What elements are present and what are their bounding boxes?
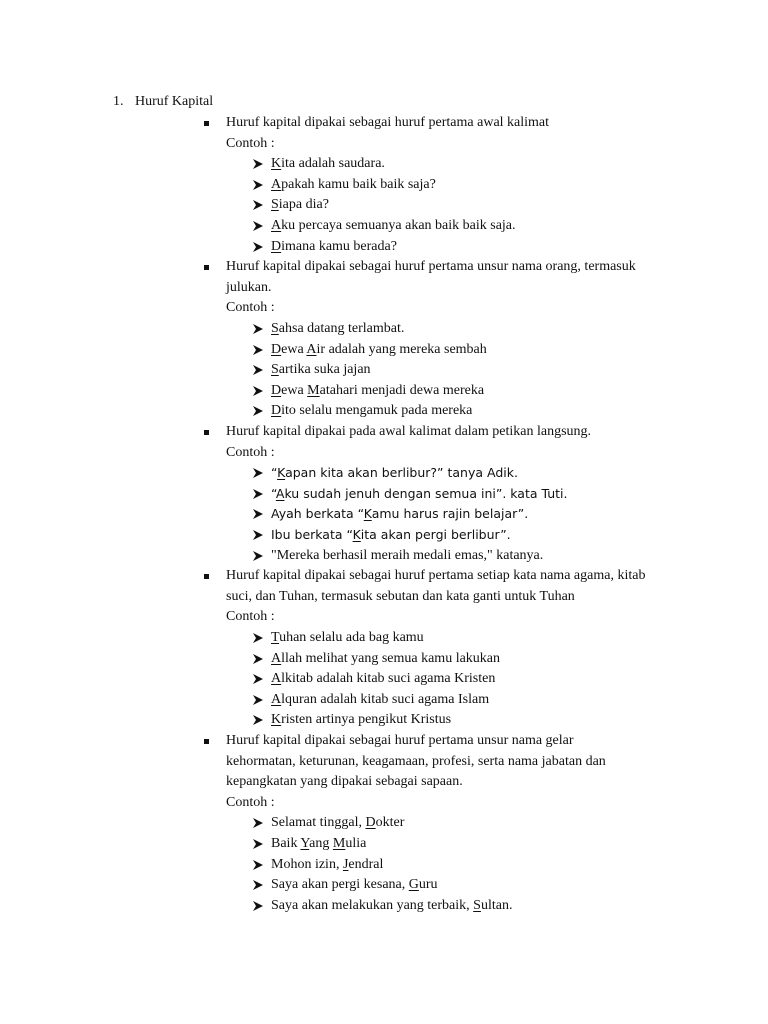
contoh-label: Contoh : [226, 609, 275, 625]
underlined-capital: M [307, 382, 320, 398]
arrow-bullet-icon [252, 323, 264, 335]
example-text: ir adalah yang mereka sembah [316, 341, 487, 357]
example-item [271, 504, 528, 524]
example-item [271, 834, 366, 854]
arrow-bullet-icon [252, 900, 264, 912]
underlined-capital: K [271, 156, 282, 172]
example-item [271, 175, 436, 195]
example-item [271, 669, 495, 689]
example-item [271, 525, 511, 545]
example-text: Ayah berkata “ [271, 506, 364, 522]
underlined-capital: D [271, 382, 282, 398]
rule-text: kehormatan, keturunan, keagamaan, profesi, serta nama jabatan dan [226, 753, 606, 769]
underlined-capital: D [271, 238, 282, 254]
underlined-capital: D [365, 815, 376, 831]
example-item [271, 237, 397, 257]
square-bullet-icon [204, 574, 209, 579]
example-text: ang [309, 836, 333, 851]
example-text: atahari menjadi dewa mereka [319, 382, 485, 398]
rule-text: kepangkatan yang dipakai sebagai sapaan. [226, 774, 463, 790]
underlined-capital: A [275, 485, 285, 501]
arrow-bullet-icon [252, 179, 264, 191]
underlined-capital: J [342, 856, 349, 872]
underlined-capital: K [352, 527, 361, 542]
example-text: “ [271, 485, 276, 501]
contoh-label: Contoh : [226, 444, 275, 460]
example-text: Saya akan melakukan yang terbaik, [271, 897, 474, 913]
arrow-bullet-icon [252, 838, 264, 850]
example-text: endral [348, 856, 384, 872]
example-text: ito selalu mengamuk pada mereka [281, 403, 473, 419]
arrow-bullet-icon [252, 817, 264, 829]
example-text: Mohon izin, [271, 856, 343, 872]
example-text: amu harus rajin belajar”. [371, 506, 529, 522]
example-text: ewa [281, 341, 307, 357]
example-text: ultan. [480, 897, 513, 913]
rule-text: Huruf kapital dipakai sebagai huruf pertama setiap kata nama agama, kitab [226, 568, 646, 584]
contoh-label: Contoh : [226, 794, 275, 810]
example-text: ahsa datang terlambat. [278, 321, 405, 336]
arrow-bullet-icon [252, 653, 264, 665]
example-text: Selamat tinggal, [271, 815, 366, 831]
arrow-bullet-icon [252, 488, 264, 500]
example-item [271, 154, 385, 174]
underlined-capital: K [271, 712, 282, 728]
arrow-bullet-icon [252, 467, 264, 479]
example-item [271, 360, 371, 380]
square-bullet-icon [204, 121, 209, 126]
arrow-bullet-icon [252, 694, 264, 706]
rule-text: suci, dan Tuhan, termasuk sebutan dan kata ganti untuk Tuhan [226, 588, 575, 604]
arrow-bullet-icon [252, 344, 264, 356]
underlined-capital: A [271, 691, 282, 707]
rule-text: Huruf kapital dipakai sebagai huruf pertama unsur nama gelar [226, 733, 574, 748]
example-text: lkitab adalah kitab suci agama Kristen [281, 671, 496, 687]
example-text: imana kamu berada? [281, 238, 397, 254]
arrow-bullet-icon [252, 508, 264, 520]
underlined-capital: S [271, 197, 279, 213]
example-text: llah melihat yang semua kamu lakukan [281, 650, 501, 666]
rule-text: julukan. [226, 279, 272, 295]
example-item [271, 463, 518, 483]
square-bullet-icon [204, 265, 209, 270]
rule-text: Huruf kapital dipakai sebagai huruf pertama awal kalimat [226, 115, 550, 130]
example-text: Saya akan pergi kesana, [271, 877, 409, 893]
arrow-bullet-icon [252, 220, 264, 232]
example-text: uru [418, 877, 438, 893]
example-text: ewa [281, 382, 308, 398]
underlined-capital: Y [300, 836, 310, 851]
example-text: lquran adalah kitab suci agama Islam [281, 691, 490, 707]
underlined-capital: K [277, 465, 286, 481]
arrow-bullet-icon [252, 158, 264, 170]
arrow-bullet-icon [252, 550, 264, 562]
example-item [271, 649, 500, 669]
underlined-capital: A [306, 341, 317, 357]
example-item [271, 195, 329, 215]
example-item [271, 690, 489, 710]
example-text: ku sudah jenuh dengan semua ini”. kata Tuti. [284, 485, 568, 501]
example-text: Ibu berkata “ [271, 527, 353, 542]
arrow-bullet-icon [252, 529, 264, 541]
example-text: uhan selalu ada bag kamu [279, 630, 424, 645]
example-text: Baik [271, 836, 301, 851]
example-text: pakah kamu baik baik saja? [281, 176, 436, 192]
heading-title: Huruf Kapital [135, 94, 214, 109]
example-text: okter [375, 815, 405, 831]
arrow-bullet-icon [252, 879, 264, 891]
example-text: artika suka jajan [278, 362, 371, 378]
example-item [271, 628, 424, 648]
arrow-bullet-icon [252, 405, 264, 417]
arrow-bullet-icon [252, 364, 264, 376]
example-text: apan kita akan berlibur?” tanya Adik. [285, 465, 518, 481]
underlined-capital: A [271, 176, 282, 192]
example-item [271, 216, 516, 236]
underlined-capital: A [271, 650, 282, 666]
rule-text: Huruf kapital dipakai sebagai huruf pertama unsur nama orang, termasuk [226, 259, 636, 275]
example-item [271, 546, 543, 566]
example-item [271, 896, 512, 916]
square-bullet-icon [204, 430, 209, 435]
example-text: risten artinya pengikut Kristus [281, 712, 452, 728]
arrow-bullet-icon [252, 714, 264, 726]
example-item [271, 855, 383, 875]
example-text: iapa dia? [278, 197, 329, 213]
example-item [271, 401, 472, 421]
heading-number: 1. [113, 94, 124, 109]
example-text: ita adalah saudara. [281, 156, 385, 172]
underlined-capital: M [332, 836, 346, 851]
example-item [271, 875, 438, 895]
square-bullet-icon [204, 739, 209, 744]
arrow-bullet-icon [252, 673, 264, 685]
example-text: ku percaya semuanya akan baik baik saja. [281, 218, 516, 233]
arrow-bullet-icon [252, 241, 264, 253]
example-item [271, 484, 568, 504]
contoh-label: Contoh : [226, 135, 275, 151]
example-item [271, 381, 484, 401]
example-item [271, 340, 487, 360]
arrow-bullet-icon [252, 199, 264, 211]
example-item [271, 813, 404, 833]
underlined-capital: T [271, 630, 280, 645]
underlined-capital: A [271, 671, 282, 687]
underlined-capital: D [271, 341, 282, 357]
rule-text: Huruf kapital dipakai pada awal kalimat dalam petikan langsung. [226, 424, 592, 439]
example-text: "Mereka berhasil meraih medali emas," katanya. [271, 547, 544, 563]
arrow-bullet-icon [252, 385, 264, 397]
underlined-capital: G [408, 877, 419, 893]
underlined-capital: A [271, 218, 282, 233]
underlined-capital: K [363, 506, 372, 522]
underlined-capital: S [473, 897, 481, 913]
arrow-bullet-icon [252, 632, 264, 644]
example-text: “ [271, 465, 278, 481]
underlined-capital: S [271, 321, 279, 336]
example-text: ita akan pergi berlibur”. [360, 527, 511, 542]
heading [113, 92, 213, 112]
example-text: ulia [345, 836, 367, 851]
underlined-capital: D [271, 403, 282, 419]
contoh-label: Contoh : [226, 300, 275, 316]
example-item [271, 319, 404, 339]
arrow-bullet-icon [252, 859, 264, 871]
example-item [271, 710, 451, 730]
underlined-capital: S [271, 362, 279, 378]
